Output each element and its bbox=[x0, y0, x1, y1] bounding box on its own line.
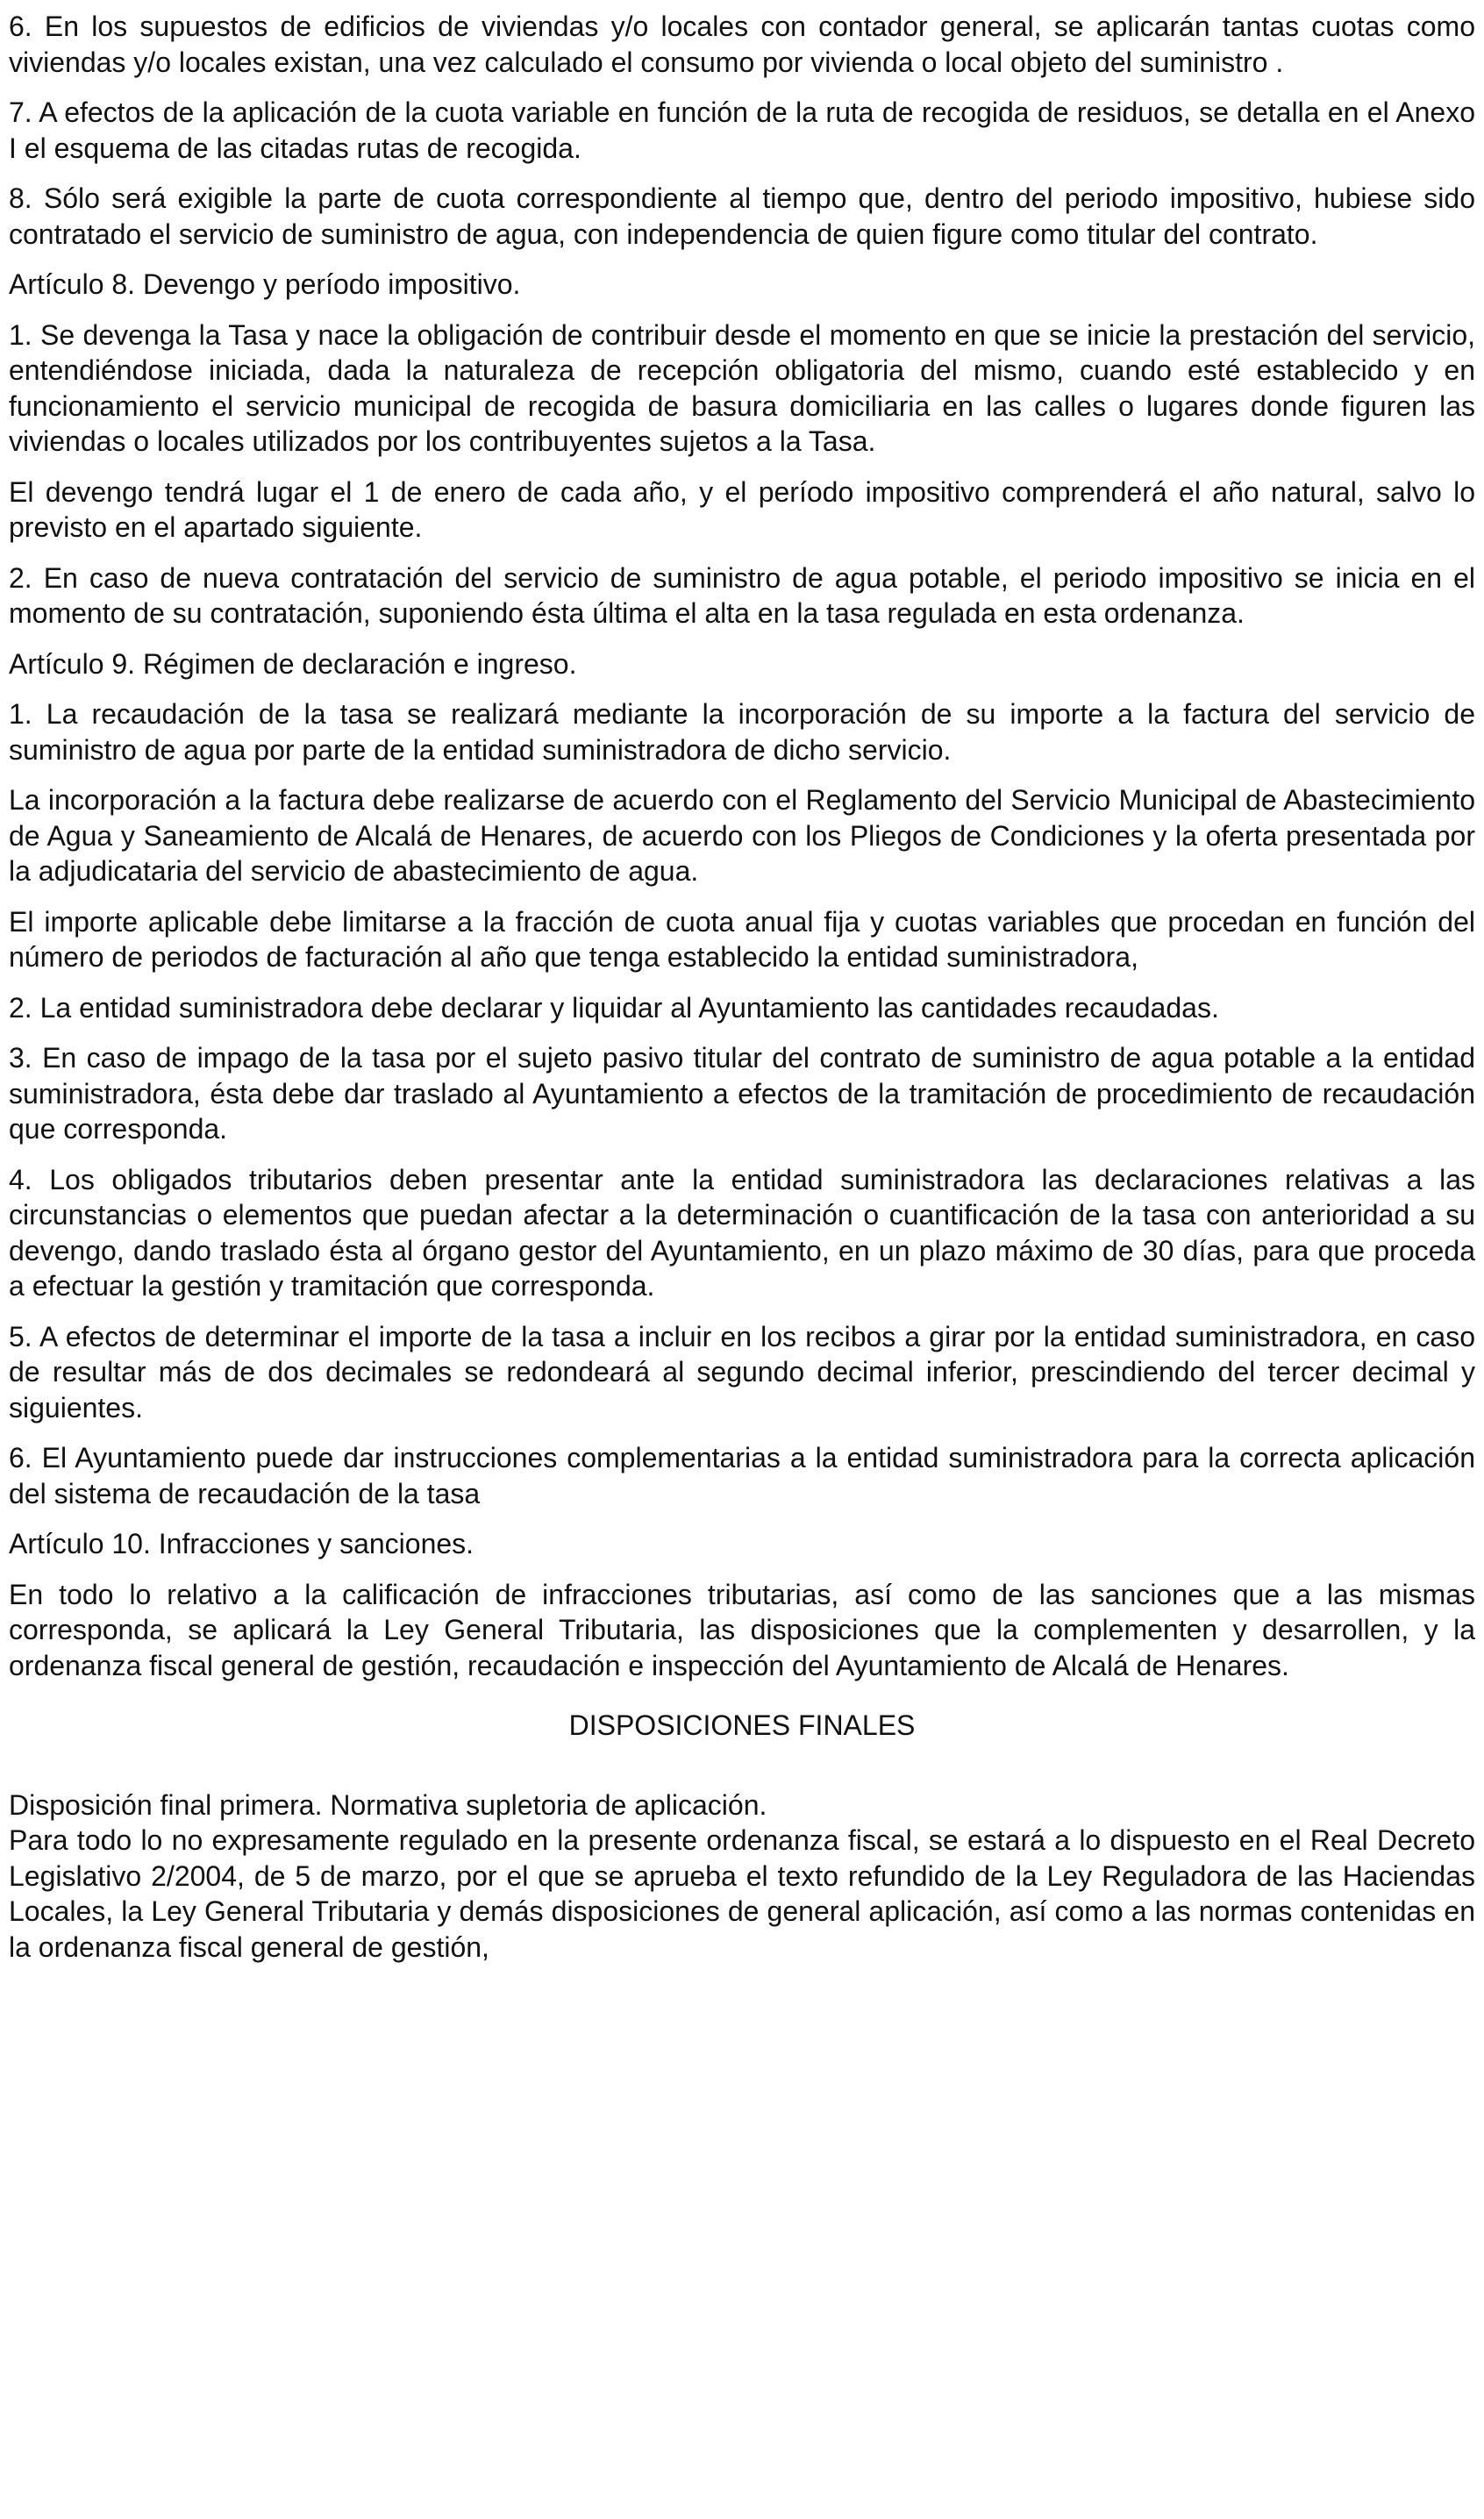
article-10-heading: Artículo 10. Infracciones y sanciones. bbox=[9, 1528, 474, 1559]
disposiciones-finales-heading: DISPOSICIONES FINALES bbox=[568, 1709, 916, 1741]
article-9-incorporacion: La incorporación a la factura debe realizarse de acuerdo con el Reglamento del Servicio Municipal de Abastecimiento de Agua y Saneamiento de Alcalá de Henares, de acuerdo con los Pliegos de Condiciones y la oferta presentada por la adjudicataria del servicio de abastecimiento de agua. bbox=[9, 784, 1475, 887]
article-9-paragraph-6: 6. El Ayuntamiento puede dar instrucciones complementarias a la entidad suministradora para la correcta aplicación del sistema de recaudación de la tasa bbox=[9, 1442, 1475, 1509]
article-8-paragraph-2: 2. En caso de nueva contratación del servicio de suministro de agua potable, el periodo impositivo se inicia en el momento de su contratación, suponiendo ésta última el alta en la tasa regulada en esta ordenanza. bbox=[9, 561, 1475, 629]
article-9-paragraph-2: 2. La entidad suministradora debe declarar y liquidar al Ayuntamiento las cantidades recaudadas. bbox=[9, 991, 1219, 1024]
article-9-heading: Artículo 9. Régimen de declaración e ingreso. bbox=[9, 647, 577, 680]
article-9-paragraph-5: 5. A efectos de determinar el importe de la tasa a incluir en los recibos a girar por la entidad suministradora, en caso de resultar más de dos decimales se redondeará al segundo decimal inferior, prescindiendo del tercer decimal y siguientes. bbox=[9, 1320, 1475, 1424]
article-8-paragraph-1: 1. Se devenga la Tasa y nace la obligación de contribuir desde el momento en que se inicie la prestación del servicio, entendiéndose iniciada, dada la naturaleza de recepción obligatoria del mismo, cuando esté establecido y en funcionamiento el servicio municipal de recogida de basura domiciliaria en las calles o lugares donde figuren las viviendas o locales utilizados por los contribuyentes sujetos a la Tasa. bbox=[9, 318, 1475, 457]
paragraph-8-exigible: 8. Sólo será exigible la parte de cuota correspondiente al tiempo que, dentro del periodo impositivo, hubiese sido contratado el servicio de suministro de agua, con independencia de quien figure como titular del contrato. bbox=[9, 182, 1475, 250]
paragraph-7-rutas: 7. A efectos de la aplicación de la cuota variable en función de la ruta de recogida de residuos, se detalla en el Anexo I el esquema de las citadas rutas de recogida. bbox=[9, 96, 1475, 164]
disposicion-final-primera-heading: Disposición final primera. Normativa supletoria de aplicación. bbox=[9, 1788, 767, 1821]
disposicion-final-primera-text: Para todo lo no expresamente regulado en la presente ordenanza fiscal, se estará a lo dispuesto en el Real Decreto Legislativo 2/2004, de 5 de marzo, por el que se aprueba el texto refundido de la Ley Reguladora de las Haciendas Locales, la Ley General Tributaria y demás disposiciones de general aplicación, así como a las normas contenidas en la ordenanza fiscal general de gestión, bbox=[9, 1824, 1475, 1963]
article-8-devengo: El devengo tendrá lugar el 1 de enero de cada año, y el período impositivo comprenderá el año natural, salvo lo previsto en el apartado siguiente. bbox=[9, 475, 1475, 543]
article-9-paragraph-1: 1. La recaudación de la tasa se realizará mediante la incorporación de su importe a la factura del servicio de suministro de agua por parte de la entidad suministradora de dicho servicio. bbox=[9, 698, 1475, 766]
article-10-paragraph: En todo lo relativo a la calificación de infracciones tributarias, así como de las sanciones que a las mismas corresponda, se aplicará la Ley General Tributaria, las disposiciones que la complementen y desarrollen, y la ordenanza fiscal general de gestión, recaudación e inspección del Ayuntamiento de Alcalá de Henares. bbox=[9, 1578, 1475, 1681]
document-page bbox=[9, 9, 1475, 1965]
article-9-importe: El importe aplicable debe limitarse a la fracción de cuota anual fija y cuotas variables que procedan en función del número de periodos de facturación al año que tenga establecido la entidad suministradora, bbox=[9, 905, 1475, 973]
article-9-paragraph-4: 4. Los obligados tributarios deben presentar ante la entidad suministradora las declaraciones relativas a las circunstancias o elementos que puedan afectar a la determinación o cuantificación de la tasa con anterioridad a su devengo, dando traslado ésta al órgano gestor del Ayuntamiento, en un plazo máximo de 30 días, para que proceda a efectuar la gestión y tramitación que corresponda. bbox=[9, 1163, 1475, 1302]
article-9-paragraph-3: 3. En caso de impago de la tasa por el sujeto pasivo titular del contrato de suministro de agua potable a la entidad suministradora, ésta debe dar traslado al Ayuntamiento a efectos de la tramitación de procedimiento de recaudación que corresponda. bbox=[9, 1042, 1475, 1145]
paragraph-6-edificios: 6. En los supuestos de edificios de viviendas y/o locales con contador general, se aplicarán tantas cuotas como viviendas y/o locales existan, una vez calculado el consumo por vivienda o local objeto del suministro . bbox=[9, 11, 1475, 78]
article-8-heading: Artículo 8. Devengo y período impositivo. bbox=[9, 268, 521, 300]
